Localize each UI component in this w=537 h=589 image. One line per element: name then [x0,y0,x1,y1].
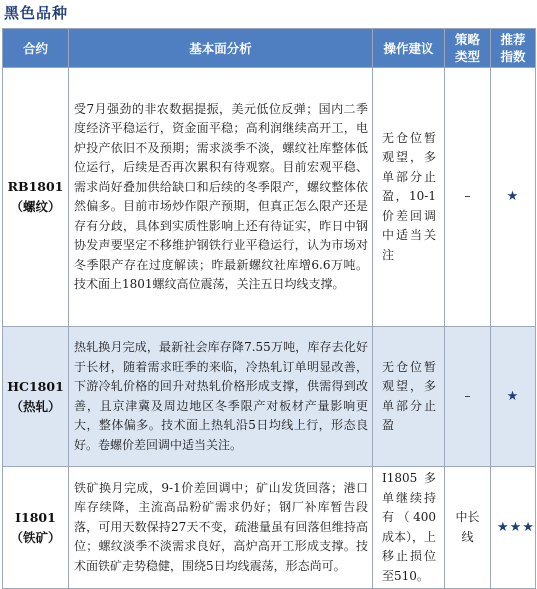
contract-code: HC1801 [7,378,64,394]
analysis-cell: 受7月强劲的非农数据提振，美元低位反弹；国内二季度经济平稳运行，资金面平稳；高利润继续高开工，电炉投产依旧不及预期；需求淡季不淡，螺纹社库整体低位运行，后续是否再次累积有待观察。目前宏观平稳、需求尚好叠加供给缺口和后续的冬季限产，螺纹整体依然偏多。目前市场炒作限产预期，但真正怎么限产还是存有分歧，具体到实质性影响上还有待证实，昨日中钢协发声要坚定不移维护钢铁行业平稳运行，认为市场对冬季限产存在过度解读；昨最新螺纹社库增6.6万吨。技术面上1801螺纹高位震荡，关注五日均线支撑。 [69,68,373,327]
section-title: 黑色品种 [4,4,69,22]
contract-name: （铁矿） [10,529,61,545]
table-row [3,68,536,327]
contract-name: （螺纹） [10,199,61,214]
contract-code: I1801 [15,509,56,525]
contract-code: RB1801 [7,179,64,194]
contract-name: （热轧） [10,398,61,414]
header-analysis: 基本面分析 [69,29,373,68]
contract-cell [3,327,69,467]
analysis-cell: 热轧换月完成，最新社会库存降7.55万吨，库存去化好于长材，随着需求旺季的来临，冷热轧订单明显改善，下游冷轧价格的回升对热轧价格形成支撑，供需得到改善，且京津冀及周边地区冬季限产对板材产量影响更大，整体偏多。技术面上热轧沿5日均线上行，形态良好。卷螺价差回调中适当关注。 [69,327,373,467]
header-advice: 操作建议 [373,29,445,68]
table-row [3,467,536,589]
strategy-type-cell: – [445,68,491,327]
star-icon: ★★★ [497,519,535,535]
advice-cell: I1805多单继续持有（400成本），上移止损位至510。 [373,467,445,589]
header-rating: 推荐指数 [491,29,536,68]
header-strategy-type: 策略类型 [445,29,491,68]
rating-cell [491,467,536,589]
advice-cell: 无仓位暂观望，多单部分止盈，10-1价差回调中适当关注 [373,68,445,327]
rating-cell [491,327,536,467]
header-contract: 合约 [3,29,69,68]
contract-cell [3,68,69,327]
strategy-type-cell: – [445,327,491,467]
strategy-table [2,28,536,589]
strategy-type-cell: 中长线 [445,467,491,589]
star-icon: ★ [506,388,520,404]
advice-cell: 无仓位暂观望，多单部分止盈 [373,327,445,467]
star-icon: ★ [506,189,520,204]
analysis-cell: 铁矿换月完成，9-1价差回调中；矿山发货回落；港口库存续降，主流高品粉矿需求仍好；钢厂补库暂告段落，可用天数保持27天不变，疏港量虽有回落但维持高位；螺纹淡季不淡需求良好，高炉高开工形成支撑。技术面铁矿走势稳健，围绕5日均线震荡，形态尚可。 [69,467,373,589]
rating-cell [491,68,536,327]
table-row [3,327,536,467]
table-header-row [3,29,536,68]
contract-cell [3,467,69,589]
